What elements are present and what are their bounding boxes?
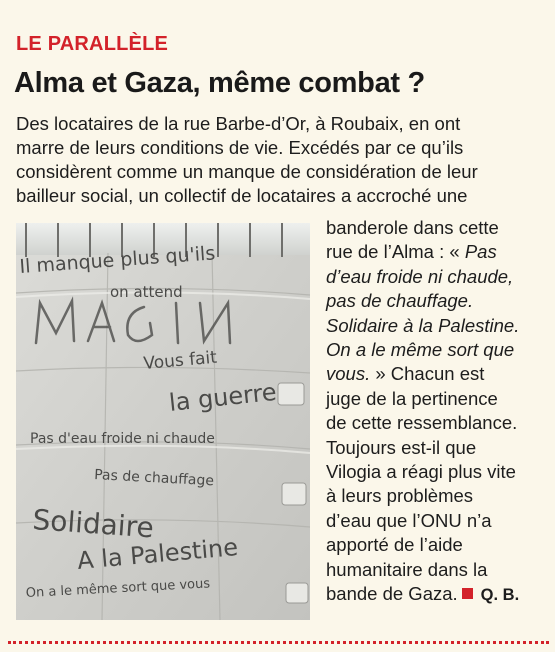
quote-text: vous. — [326, 363, 371, 385]
quote-line: On a le même sort que — [326, 339, 515, 361]
article-body-column — [326, 216, 550, 608]
body-line: Toujours est-il que — [326, 436, 477, 458]
quote-line: Solidaire à la Palestine. — [326, 314, 520, 336]
body-line: banderole dans cette — [326, 217, 499, 238]
banner-photo — [16, 223, 310, 620]
body-line — [326, 362, 550, 386]
dotted-divider — [8, 641, 549, 644]
banner-text: Vous fait — [142, 347, 218, 374]
body-text: » Chacun est — [370, 363, 485, 385]
banner-text: Solidaire — [31, 503, 155, 545]
headline: Alma et Gaza, même combat ? — [14, 67, 425, 99]
body-line: Vilogia a réagi plus vite — [326, 461, 516, 483]
banner-text: Pas de chauffage — [93, 467, 215, 490]
lead-line: bailleur social, un collectif de locataires a accroché une — [16, 185, 468, 206]
body-line: à leurs problèmes — [326, 485, 474, 507]
lead-paragraph — [16, 112, 546, 208]
body-line: d’eau que l’ONU n’a — [326, 509, 492, 531]
quote-line: d’eau froide ni chaude, — [326, 265, 514, 287]
banner-text: on attend — [110, 283, 183, 301]
body-line: de cette ressemblance. — [326, 412, 518, 434]
banner-text: On a le même sort que vous — [25, 576, 211, 601]
lead-line: considèrent comme un manque de considération de leur — [16, 161, 478, 182]
body-line: apporté de l’aide — [326, 534, 463, 556]
quote-text: Pas — [464, 241, 497, 263]
body-text: bande de Gaza. — [326, 583, 458, 605]
quote-line: pas de chauffage. — [326, 290, 474, 312]
banner-text: A la Palestine — [76, 533, 240, 575]
banner-text: la guerre — [167, 377, 278, 417]
body-text: rue de l’Alma : « — [326, 241, 465, 263]
author-initials: Q. B. — [480, 586, 520, 605]
banner-text: Il manque plus qu'ils — [18, 242, 216, 278]
body-line: juge de la pertinence — [326, 387, 498, 409]
body-line — [326, 582, 550, 607]
body-line — [326, 240, 550, 264]
section-label: LE PARALLÈLE — [16, 33, 169, 55]
lead-line: marre de leurs conditions de vie. Excédés par ce qu’ils — [16, 137, 464, 158]
banner-text: Pas d'eau froide ni chaude — [30, 431, 215, 447]
body-line: humanitaire dans la — [326, 558, 488, 580]
end-mark-square-icon — [462, 588, 473, 599]
lead-line: Des locataires de la rue Barbe-d’Or, à Roubaix, en ont — [16, 113, 461, 134]
